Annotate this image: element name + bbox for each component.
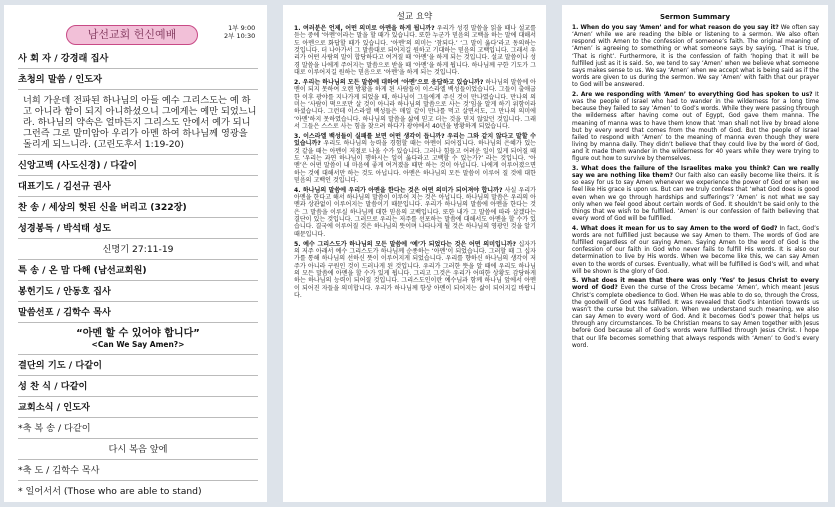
korean-summary-title: 설교 요약 — [396, 12, 433, 22]
summary-section-4 — [572, 226, 819, 276]
divider — [18, 438, 258, 439]
divider — [18, 238, 258, 239]
divider — [18, 68, 258, 69]
order-item-presider: 사 회 자 / 강경래 집사 — [18, 53, 109, 64]
order-item-news: 교회소식 / 인도자 — [18, 402, 90, 413]
korean-summary-body — [294, 25, 536, 302]
divider — [18, 396, 258, 397]
summary-section-5 — [294, 241, 536, 300]
summary-question: 2. 우리는 하나님의 모든 말씀에 대하여 ‘아멘’으로 응답하고 있습니까? — [294, 78, 484, 86]
divider — [18, 459, 258, 460]
order-item-special: 특 송 / 온 맘 다해 (남선교회원) — [18, 265, 147, 276]
divider — [18, 354, 258, 355]
summary-answer: 우리도 하나님의 능력을 경험할 때는 아멘이 되어집니다. 하나님의 은혜가 있는 것 같을 때는 아멘이 저절로 나올 수가 있습니다. 그러나 힘들고 어려운 일이 있게 되어질 때도 ‘우리는 과연 하나님이 행하시는 일이 옳다라고 고백할 수 있는가?’ 라는 것입니다. ‘아멘’은 어떤 말씀이 내 마음에 좋게 여겨졌을 때만 하는 것이 아닙니다. 나에게 이루어졌으면 하는 것에 대해서만 하는 것도 아닙니다. 아멘은 하나님의 모든 말씀이 이루어 질 것에 대한 믿음의 고백인 것입니다. — [294, 140, 536, 184]
order-item-invitation-body: 너희 가운데 전파된 하나님의 아들 예수 그리스도는 예 하고 아니라 함이 되지 아니하셨으니 그에게는 예만 되었느니라. 하나님의 약속은 얼마든지 그리스도 안에서 예가 되니 그런즉 그로 말미암아 우리가 아멘 하여 하나님께 영광을 돌리게 되느니라. (고린도후서 1:19-20) — [23, 95, 257, 150]
summary-question: 1. 여러분은 언제, 어떤 의미로 아멘을 하게 됩니까? — [294, 25, 435, 32]
divider — [18, 417, 258, 418]
service-time-1: 1부 9:00 — [228, 24, 256, 32]
summary-question: 5. 예수 그리스도가 하나님의 모든 말씀에 ‘예’가 되었다는 것은 어떤 의미입니까? — [294, 240, 516, 248]
summary-question: 4. What does it mean for us to say Amen to the word of God? — [572, 225, 778, 232]
divider — [18, 175, 258, 176]
english-summary-title: Sermon Summary — [659, 13, 731, 21]
divider — [18, 259, 258, 260]
order-item-rep-prayer: 대표기도 / 김선규 권사 — [18, 181, 111, 192]
divider — [18, 375, 258, 376]
service-times — [224, 24, 255, 40]
order-item-standing: * 일어서서 (Those who are able to stand) — [18, 486, 202, 497]
order-item-hymn: 찬 송 / 세상의 헛된 신을 버리고 (322장) — [18, 202, 187, 213]
order-item-blessing-song: *축 복 송 / 다같이 — [18, 423, 91, 434]
summary-answer: 십자가의 저주 아래서 예수 그리스도가 하나님께 순종하는 ‘아멘’이 되었습니다. 그러할 때 그 십자가를 통해 하나님의 선하신 뜻이 이루어지게 되었습니다. 우리를 향하신 하나님의 생각이 저주가 아니라 구원인 것이 드러나게 된 것입니다. 우리가 그러한 뜻을 알 때에 우리도 하나님의 모든 말씀에 아멘을 할 수가 있게 됩니다. 그리고 그것은 우리가 어떠한 상황도 감당하게 하는 하나님의 능력이 되어질 것입니다. 그리스도인이란 예수님과 함께 하나님 앞에서 아멘이 되어진 자들을 의미합니다. 우리가 하나님께 항상 아멘이 되어지는 삶이 되어지길 바랍니다. — [294, 240, 536, 300]
divider — [18, 322, 258, 323]
divider — [18, 217, 258, 218]
korean-summary-page — [283, 5, 546, 502]
summary-question: 3. What does the failure of the Israelites make you think? Can we really say we are nothing like them? — [572, 165, 819, 180]
summary-section-4 — [294, 187, 536, 238]
order-item-hymn2: 성 찬 식 / 다같이 — [18, 381, 88, 392]
service-time-2: 2부 10:30 — [224, 32, 256, 40]
divider — [18, 480, 258, 481]
order-item-creed: 신앙고백 (사도신경) / 다같이 — [18, 160, 137, 171]
summary-section-2 — [572, 92, 819, 164]
order-item-invitation: 초청의 말씀 / 인도자 — [18, 74, 102, 85]
summary-answer: In fact, God’s words are not fulfilled just because we say Amen to them. The words of God are fulfilled regardless of our saying Amen. Saying Amen to the word of God is the confession of our faith in God who never fails to fulfill His words. It is also our determination to live by His words. When we become like this, we can say Amen even to the words of curses. Eventually, what will be fulfilled is God’s will, and what will be shown is the glory of God. — [572, 225, 819, 275]
summary-section-1 — [294, 25, 536, 76]
summary-answer: Even the curse of the Cross became ‘Amen’, which meant Jesus Christ’s complete obedience to God. When He was able to do so, through the Cross, the goodwill of God was fulfilled. It was revealed that God’s intention towards us wasn’t the curse but the salvation. When we understand such meaning, we also can say Amen to every word of God. And it becomes God’s power that helps us through any circumstances. To be Christian means to say Amen together with Jesus before God because all of God’s words were fulfilled through Jesus Christ. I hope that our life becomes something that always responds with ‘Amen’ to God’s every word. — [572, 285, 820, 349]
summary-answer: Our faith also can easily become like theirs. It is so easy for us to say Amen whenever we experience the power of God or when we feel like His grace is upon us. But can we truly confess that ‘what God does is good even when we go through hardships and sufferings’? ‘Amen’ is not what we say only when we feel good about certain words of God. It shouldn’t be said only to the things that we wish to be fulfilled. ‘Amen’ is our confession of faith believing that every word of God will be fulfilled. — [572, 173, 820, 223]
service-title: 남선교회 헌신예배 — [66, 25, 198, 45]
summary-section-3 — [294, 133, 536, 184]
summary-question: 1. When do you say ‘Amen’ and for what reason do you say it? — [572, 25, 779, 31]
english-summary-body — [572, 25, 819, 352]
order-item-reading-ref: 신명기 27:11-19 — [102, 244, 174, 255]
summary-section-5 — [572, 278, 819, 350]
summary-section-1 — [572, 25, 819, 89]
summary-answer: 사실 우리가 아멘을 한다고 해서 하나님의 말씀이 이루어 지는 것은 아닙니다. 하나님의 말씀은 우리의 아멘과 상관없이 이루어지는 말씀이기 때문입니다. 우리가 하나님의 말씀에 아멘을 한다는 것은 그 말씀을 이루실 하나님께 대한 믿음의 고백입니다. 또한 내가 그 말씀에 따라 살겠다는 결단이 있는 것입니다. 그러므로 우리는 저주를 선포하는 말씀에 대해서도 아멘을 할 수가 있습니다. 결국에 이루어질 것은 하나님의 뜻이며 나타나게 될 것은 하나님의 영광인 것을 알기 때문입니다. — [294, 186, 536, 238]
divider — [18, 280, 258, 281]
order-item-responsive: 성경봉독 / 박석태 성도 — [18, 223, 111, 234]
summary-section-2 — [294, 79, 536, 130]
order-item-sermon-title-en: <Can We Say Amen?> — [91, 340, 185, 349]
divider — [18, 196, 258, 197]
summary-question: 5. What does it mean that there was only ‘Yes’ to Jesus Christ to every word of God? — [572, 278, 819, 292]
summary-answer: We often say ‘Amen’ while we are reading the bible or listening to a sermon. We also often respond with Amen to the confession of someone’s faith. The original meaning of ‘Amen’ is agreeing to something or what someone says by saying, ‘That is true, ‘That is right’. Furthermore, it is the confession of faith ‘hoping that it will be fulfilled just as it is said. So, we tend to say ‘Amen’ when we believe what someone says makes sense to us. We say ‘Amen’ when we accept what is being said as if the words are given to us during the sermon. We say ‘Amen’ with faith that our prayer to God will be answered. — [572, 25, 820, 89]
bulletin-order-page — [4, 5, 267, 502]
order-item-benediction: *축 도 / 김학수 목사 — [18, 465, 100, 476]
order-item-decision: 결단의 기도 / 다같이 — [18, 360, 102, 371]
order-of-worship — [18, 53, 258, 497]
order-item-sermon: 말씀선포 / 김학수 목사 — [18, 307, 111, 318]
order-item-sermon-title: “아멘 할 수 있어야 합니다” — [76, 328, 200, 339]
summary-section-3 — [572, 166, 819, 223]
divider — [18, 154, 258, 155]
summary-question: 2. Are we responding with ‘Amen’ to everything God has spoken to us? — [572, 91, 813, 98]
summary-answer: 우리가 성경 말씀을 읽을 때나 설교를 듣는 중에 ‘아멘’이라는 말을 할 때가 있습니다. 또한 누군가 믿음의 고백을 하는 말에 대해서도 아멘으로 화답할 때가 있습니다. ‘아멘’의 의미는 ‘참되다.’ ‘그 말이 옳다’라고 동의하는 것입니다. 더 나아가서 그 말씀대로 되어지길 원하고 기대하는 믿음의 고백입니다. 그래서 우리가 어떤 사람의 말이 합당하다고 여겨질 때 ‘아멘’을 하게 되는 것입니다. 설교 말씀이나 성경 말씀을 나에게 주어지는 말씀으로 받을 때 ‘아멘’을 하게 됩니다. 하나님께 구한 기도가 그대로 이루어지길 원하는 믿음으로 ‘아멘’을 하게 되는 것입니다. — [294, 25, 536, 77]
summary-question: 3. 이스라엘 백성들이 실패를 보면 어떤 생각이 듭니까? 우리는 그와 같지 않다고 말할 수 있습니까? — [294, 132, 536, 148]
order-item-blessing-song-title: 다시 복음 앞에 — [108, 444, 168, 455]
summary-answer: 하나님의 말씀에 아멘이 되지 못하여 오랜 방황을 하게 된 사람들이 이스라엘 백성들이었습니다. 그들이 출애굽한 이후 광야를 지나가게 되었을 때, 하나님이 그들에게 주신 것이 만나였습니다. 만나의 의미는 ‘사람이 떡으로만 살 것이 아니라 하나님의 말씀으로 사는 것’임을 알게 하기 위함이라 하셨습니다. 그런데 이스라엘 백성들은 매일 같이 만나를 먹고 살면서도, 그 만나의 의미에 ‘아멘’하지 못하였습니다. 하나님의 말씀을 삶에 믿고 더는 것을 믿지 않았던 것입니다. 그래서 그들은 스스로 사는 힘을 찾으려 하다가 광야에서 40년을 방황하게 되었습니다. — [294, 78, 536, 130]
summary-answer: It was the people of Israel who had to wander in the wilderness for a long time because they failed to say ‘Amen’ to God’s words. While they were passing through the wilderness after having come out of Egypt, God gave them manna. The meaning of manna was to have them know that ‘man shall not live by bread alone but by every word that comes from the mouth of God. But the people of Israel failed to respond with ‘Amen’ to the meaning of manna even though they were living by manna daily. They didn’t believe that they could live by the word of God, and it made them wander in the wilderness for 40 years while they were trying to figure out how to survive by themselves. — [572, 91, 820, 163]
divider — [18, 301, 258, 302]
english-summary-page — [562, 5, 828, 502]
order-item-offering-prayer: 봉헌기도 / 안동호 집사 — [18, 286, 111, 297]
summary-question: 4. 하나님의 말씀에 우리가 아멘을 한다는 것은 어떤 의미가 되어져야 합니까? — [294, 186, 503, 194]
divider — [18, 89, 258, 90]
